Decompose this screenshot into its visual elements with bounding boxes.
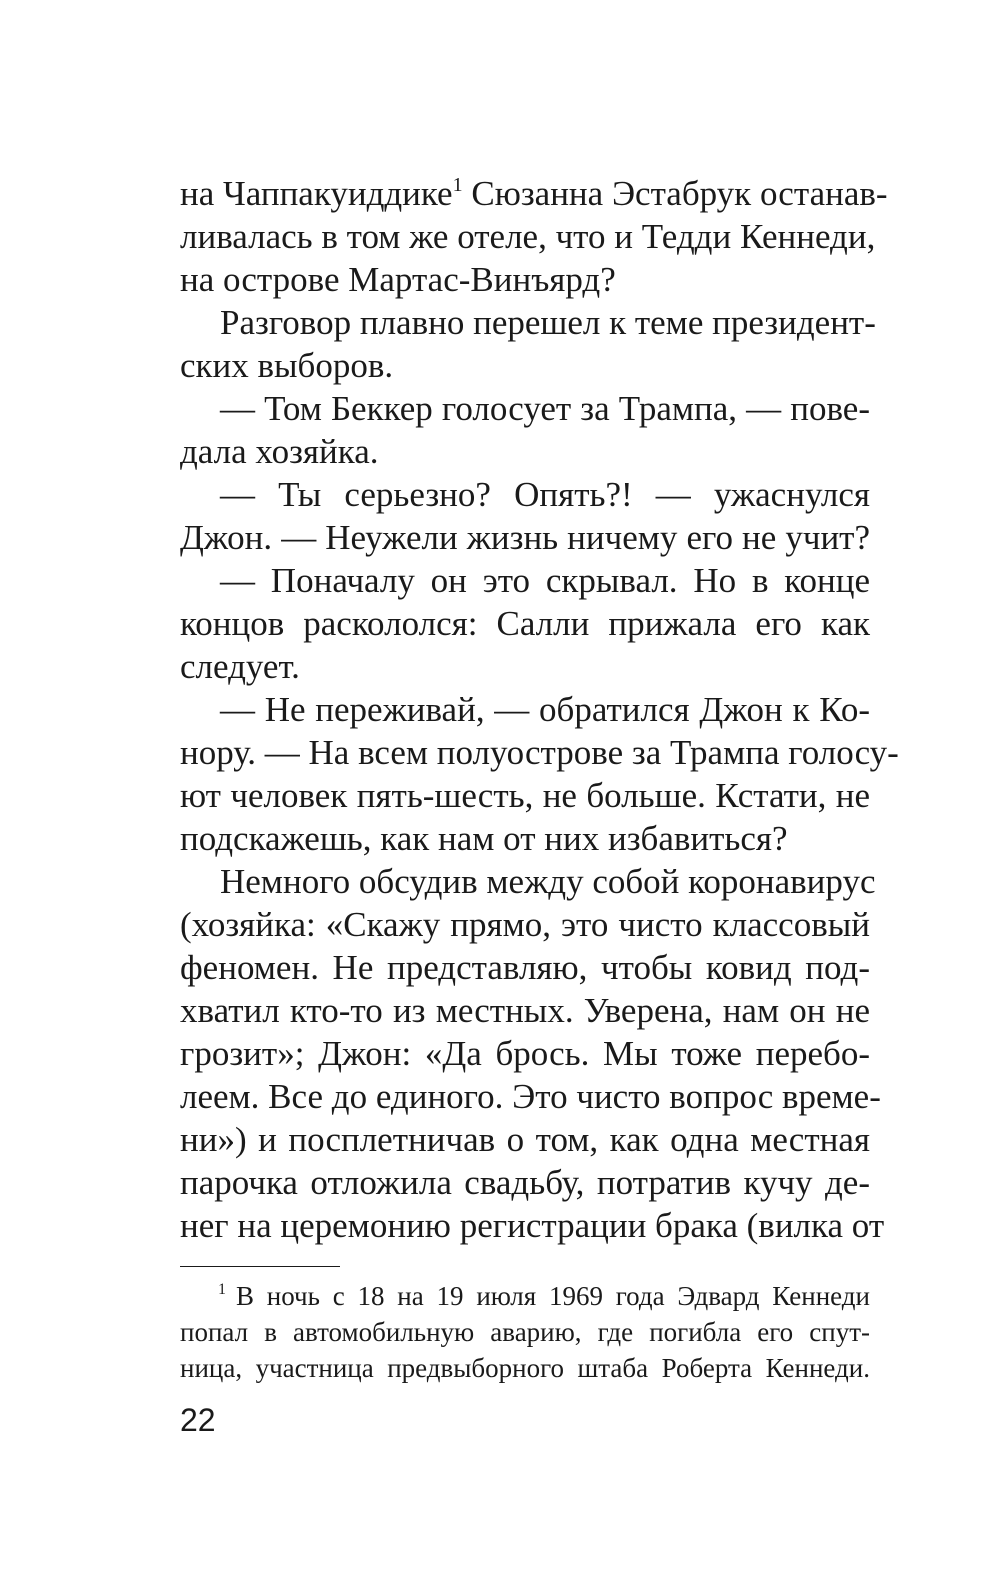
text-line: подскажешь, как нам от них избавиться?	[180, 819, 788, 858]
text-line: — Том Беккер голосует за Трампа, — пове-	[220, 389, 870, 428]
text-line: ют человек пять-шесть, не больше. Кстати, не	[180, 776, 870, 815]
footnote-line: ница, участница предвыборного штаба Роберта Кеннеди.	[180, 1353, 870, 1383]
text-line: феномен. Не представляю, чтобы ковид под-	[180, 948, 870, 987]
text-line: ских выборов.	[180, 346, 394, 385]
text-line: Разговор плавно перешел к теме президент-	[220, 303, 876, 342]
text-line: Джон. — Неужели жизнь ничему его не учит?	[180, 518, 870, 557]
footnote-reference: 1	[452, 174, 463, 196]
text-line: ливалась в том же отеле, что и Тедди Кеннеди,	[180, 217, 876, 256]
footnote-divider	[180, 1266, 340, 1267]
footnote-line: попал в автомобильную аварию, где погибла его спут-	[180, 1317, 870, 1347]
text-line: леем. Все до единого. Это чисто вопрос време-	[180, 1077, 881, 1116]
text-line: грозит»; Джон: «Да брось. Мы тоже перебо-	[180, 1034, 870, 1073]
text-line: Немного обсудив между собой коронавирус	[220, 862, 876, 901]
text-line: — Не переживай, — обратился Джон к Ко-	[220, 690, 870, 729]
text-line: нег на церемонию регистрации брака (вилка от	[180, 1206, 885, 1245]
text-line: — Ты серьезно? Опять?! — ужаснулся	[220, 475, 870, 514]
text-line: на острове Мартас-Винъярд?	[180, 260, 616, 299]
text-line: хватил кто-то из местных. Уверена, нам он не	[180, 991, 870, 1030]
text-line: (хозяйка: «Скажу прямо, это чисто классовый	[180, 905, 870, 944]
page-number: 22	[180, 1402, 216, 1438]
text-line: парочка отложила свадьбу, потратив кучу де-	[180, 1163, 870, 1202]
text-line: следует.	[180, 647, 300, 686]
text-line: нору. — На всем полуострове за Трампа голосу-	[180, 733, 899, 772]
footnote-marker: 1	[218, 1281, 226, 1298]
text-line: концов раскололся: Салли прижала его как	[180, 604, 870, 643]
text-line: на Чаппакуиддике$^1$ Сюзанна Эстабрук останав-	[180, 174, 888, 213]
text-line: дала хозяйка.	[180, 432, 379, 471]
footnote-line: $^1$ В ночь с 18 на 19 июля 1969 года Эдвард Кеннеди	[218, 1281, 870, 1311]
text-line: — Поначалу он это скрывал. Но в конце	[220, 561, 870, 600]
text-line: ни») и посплетничав о том, как одна местная	[180, 1120, 870, 1159]
